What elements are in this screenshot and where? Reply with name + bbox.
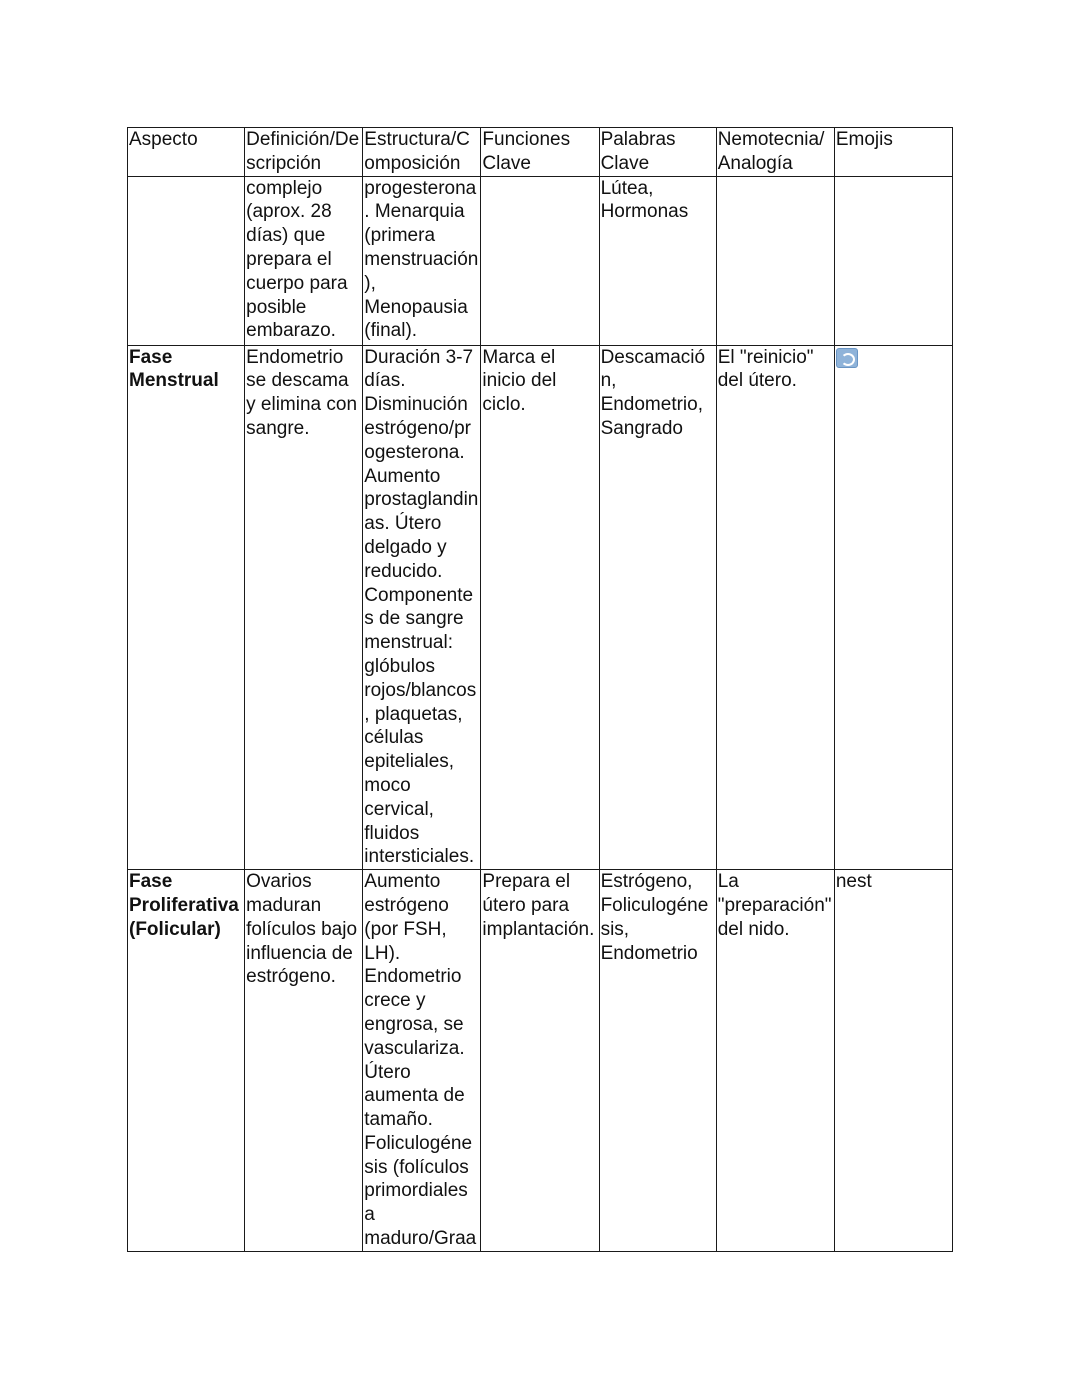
cell-definicion: Endometrio se descama y elimina con sangre. (245, 345, 363, 870)
cell-nemotecnia: El "reinicio" del útero. (716, 345, 834, 870)
header-cell-emojis: Emojis (834, 128, 952, 177)
header-cell-definicion: Definición/Descripción (245, 128, 363, 177)
table-row (128, 870, 953, 1252)
table-header-row (128, 128, 953, 177)
cell-aspecto: Fase Menstrual (128, 345, 245, 870)
cell-nemotecnia: La "preparación" del nido. (716, 870, 834, 1252)
cell-emoji (834, 176, 952, 345)
cell-estructura: Duración 3-7 días. Disminución estrógeno/progesterona. Aumento prostaglandinas. Útero delgado y reducido. Componentes de sangre menstrual: glóbulos rojos/blancos, plaquetas, células epiteliales, moco cervical, fluidos intersticiales. (363, 345, 481, 870)
header-cell-funciones: Funciones Clave (481, 128, 599, 177)
cell-funciones: Prepara el útero para implantación. (481, 870, 599, 1252)
table-row (128, 176, 953, 345)
cell-estructura: Aumento estrógeno (por FSH, LH). Endometrio crece y engrosa, se vasculariza. Útero aumenta de tamaño. Foliculogénesis (folículos primordiales a maduro/Graa (363, 870, 481, 1252)
header-cell-aspecto: Aspecto (128, 128, 245, 177)
cell-aspecto (128, 176, 245, 345)
cell-palabras: Descamación, Endometrio, Sangrado (599, 345, 716, 870)
cell-aspecto: Fase Proliferativa (Folicular) (128, 870, 245, 1252)
cell-definicion: complejo (aprox. 28 días) que prepara el cuerpo para posible embarazo. (245, 176, 363, 345)
cell-funciones: Marca el inicio del ciclo. (481, 345, 599, 870)
cell-nemotecnia (716, 176, 834, 345)
header-cell-estructura: Estructura/Composición (363, 128, 481, 177)
header-cell-palabras: Palabras Clave (599, 128, 716, 177)
counterclockwise-arrows-icon (836, 348, 858, 368)
cell-funciones (481, 176, 599, 345)
summary-table (127, 127, 953, 1252)
cell-estructura: progesterona. Menarquia (primera menstruación), Menopausia (final). (363, 176, 481, 345)
cell-emoji: nest (834, 870, 952, 1252)
table-row (128, 345, 953, 870)
cell-palabras: Estrógeno, Foliculogénesis, Endometrio (599, 870, 716, 1252)
cell-emoji (834, 345, 952, 870)
header-cell-nemotecnia: Nemotecnia/ Analogía (716, 128, 834, 177)
cell-palabras: Lútea, Hormonas (599, 176, 716, 345)
cell-definicion: Ovarios maduran folículos bajo influencia de estrógeno. (245, 870, 363, 1252)
